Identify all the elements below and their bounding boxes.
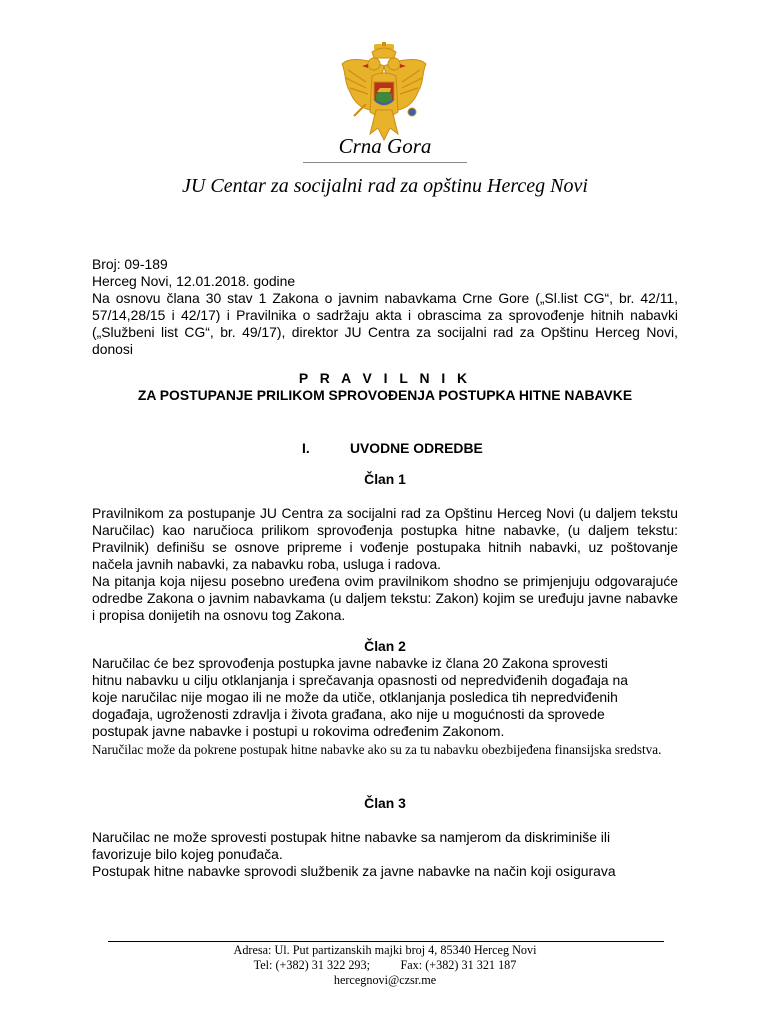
header-divider	[303, 162, 467, 163]
preamble: Na osnovu člana 30 stav 1 Zakona o javnim nabavkama Crne Gore („Sl.list CG“, br. 42/11, 57/14,28/15 i 42/17) i Pravilnika o sadržaju akta i obrascima za sprovođenje hitnih nabavki („Službeni list CG“, br. 49/17), direktor JU Centra za socijalni rad za Opštinu Herceg Novi, donosi	[92, 290, 678, 357]
footer-divider	[108, 941, 664, 942]
article-2-line: hitnu nabavku u cilju otklanjanja i sprečavanja opasnosti od nepredviđenih događaja na	[92, 672, 628, 688]
place-date: Herceg Novi, 12.01.2018. godine	[92, 273, 296, 289]
section-number: I.	[302, 440, 310, 456]
document-title: P R A V I L N I K	[298, 370, 472, 386]
crown	[372, 42, 396, 58]
document-body	[92, 256, 678, 880]
document-number: Broj: 09-189	[92, 256, 168, 272]
section-heading	[92, 440, 678, 457]
article-3-line: Postupak hitne nabavke sprovodi službenik za javne nabavke na način koji osigurava	[92, 863, 616, 879]
article-2-line: Naručilac će bez sprovođenja postupka javne nabavke iz člana 20 Zakona sprovesti	[92, 655, 608, 671]
article-2-line: događaja, ugroženosti zdravlja i života građana, ako nije u mogućnosti da sprovede	[92, 706, 605, 722]
article-2-heading: Član 2	[364, 638, 406, 654]
footer-address: Adresa: Ul. Put partizanskih majki broj 4, 85340 Herceg Novi	[233, 943, 537, 957]
institution-name: JU Centar za socijalni rad za opštinu Herceg Novi	[182, 175, 588, 197]
shield	[374, 82, 394, 105]
article-2-paragraph-2: Naručilac može da pokrene postupak hitne nabavke ako su za tu nabavku obezbijeđena finansijska sredstva.	[92, 742, 662, 757]
footer	[0, 943, 770, 988]
article-3-line: favorizuje bilo kojeg ponuđača.	[92, 846, 283, 862]
article-1-heading: Član 1	[364, 471, 406, 487]
footer-phone-fax: Tel: (+382) 31 322 293; Fax: (+382) 31 321 187	[253, 958, 517, 972]
document-subtitle: ZA POSTUPANJE PRILIKOM SPROVOĐENJA POSTUPKA HITNE NABAVKE	[137, 387, 633, 403]
footer-email: hercegnovi@czsr.me	[333, 973, 437, 987]
org-name: Crna Gora	[338, 134, 432, 158]
article-2-line: koje naručilac nije mogao ili ne može da utiče, otklanjanja posledica tih nepredviđenih	[92, 689, 618, 705]
article-3-line: Naručilac ne može sprovesti postupak hitne nabavke sa namjerom da diskriminiše ili	[92, 829, 611, 845]
article-3-heading: Član 3	[364, 795, 406, 811]
article-1-paragraph-2: Na pitanja koja nijesu posebno uređena ovim pravilnikom shodno se primjenjuju odgovarajuće odredbe Zakona o javnim nabavkama (u daljem tekstu: Zakon) kojim se uređuju javne nabavke i propisa donijetih na osnovu tog Zakona.	[92, 573, 678, 623]
article-1-paragraph-1: Pravilnikom za postupanje JU Centra za socijalni rad za Opštinu Herceg Novi (u daljem tekstu Naručilac) kao naručioca prilikom sprovođenja postupka hitne nabavke, (u daljem tekstu: Pravilnik) definišu se osnove pripreme i vođenje postupaka hitnih nabavki, uz poštovanje načela javnih nabavki, za nabavku roba, usluga i radova.	[92, 505, 678, 572]
section-title: UVODNE ODREDBE	[350, 440, 483, 456]
article-2-line: postupak javne nabavke i postupi u rokovima određenim Zakonom.	[92, 723, 505, 739]
